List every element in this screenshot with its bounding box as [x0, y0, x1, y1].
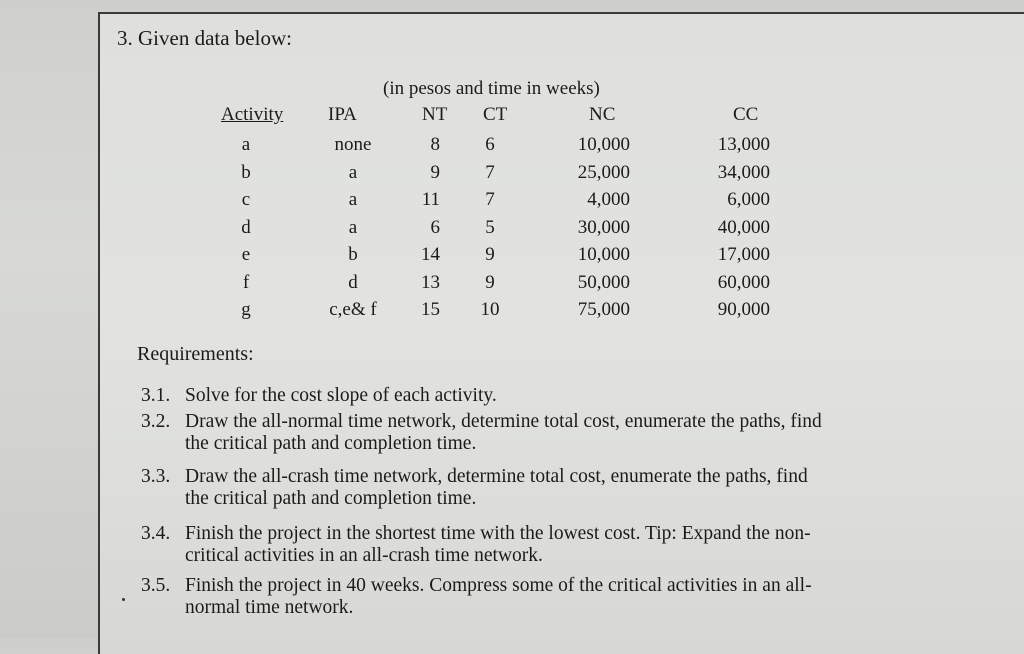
- cell-cc: 40,000: [717, 216, 770, 238]
- cell-nc: 75,000: [577, 299, 630, 320]
- requirement-item: [141, 385, 991, 407]
- requirement-text: Draw the all-normal time network, determine total cost, enumerate the paths, find: [185, 411, 822, 432]
- cell-ct: 9: [485, 271, 495, 293]
- cell-ct: 6: [485, 134, 495, 155]
- requirement-text: Draw the all-crash time network, determine total cost, enumerate the paths, find: [185, 466, 808, 487]
- cell-nt: 6: [430, 216, 440, 238]
- header-nt: NT: [422, 104, 448, 125]
- requirement-item: [141, 575, 991, 619]
- requirement-text-continued: critical activities in an all-crash time network.: [185, 545, 543, 566]
- cell-nt: 8: [430, 134, 440, 155]
- cell-ipa: c,e& f: [329, 299, 377, 320]
- requirement-number: 3.2.: [141, 411, 171, 432]
- cell-nt: 11: [421, 189, 440, 210]
- cell-ct: 7: [485, 161, 495, 183]
- cell-nt: 15: [421, 299, 440, 320]
- cell-nt: 14: [421, 244, 440, 265]
- requirement-text-continued: the critical path and completion time.: [185, 488, 477, 509]
- requirement-item: [141, 411, 991, 455]
- cell-nc: 50,000: [577, 271, 630, 293]
- requirement-item: [141, 523, 991, 567]
- cell-ipa: none: [334, 134, 372, 155]
- requirements-title: Requirements:: [137, 343, 254, 365]
- cell-cc: 90,000: [717, 299, 770, 320]
- cell-ct: 10: [480, 299, 500, 320]
- cell-activity: d: [241, 216, 251, 238]
- cell-activity: g: [241, 299, 251, 320]
- requirement-text: Finish the project in 40 weeks. Compress some of the critical activities in an all-: [185, 575, 812, 596]
- cell-activity: a: [241, 134, 251, 155]
- question-heading: 3. Given data below:: [117, 26, 292, 50]
- cell-ct: 7: [485, 189, 495, 210]
- cell-ct: 5: [485, 216, 495, 238]
- cell-activity: c: [241, 189, 251, 210]
- cell-nc: 10,000: [577, 134, 630, 155]
- cell-nc: 30,000: [577, 216, 630, 238]
- cell-ipa: a: [348, 189, 358, 210]
- header-ct: CT: [483, 104, 508, 125]
- table-caption: (in pesos and time in weeks): [383, 78, 600, 99]
- requirement-text: Solve for the cost slope of each activity.: [185, 385, 497, 406]
- cell-ipa: d: [348, 271, 358, 293]
- requirement-number: 3.3.: [141, 466, 171, 487]
- requirement-number: 3.1.: [141, 385, 171, 406]
- header-ipa: IPA: [328, 104, 357, 125]
- cell-cc: 34,000: [717, 161, 770, 183]
- cell-cc: 60,000: [717, 271, 770, 293]
- header-cc: CC: [733, 104, 759, 125]
- requirement-text: Finish the project in the shortest time with the lowest cost. Tip: Expand the non-: [185, 523, 811, 544]
- cell-ipa: a: [348, 216, 358, 238]
- cell-activity: f: [242, 271, 250, 293]
- header-nc: NC: [589, 104, 616, 125]
- cell-ct: 9: [485, 244, 495, 265]
- cell-ipa: b: [348, 244, 358, 265]
- cell-cc: 17,000: [717, 244, 770, 265]
- requirement-number: 3.5.: [141, 575, 171, 596]
- requirement-item: [141, 466, 991, 510]
- cell-cc: 6,000: [727, 189, 770, 210]
- cell-ipa: a: [348, 161, 358, 183]
- cell-nt: 9: [430, 161, 440, 183]
- cell-nc: 10,000: [577, 244, 630, 265]
- requirement-text-continued: the critical path and completion time.: [185, 433, 477, 454]
- requirement-number: 3.4.: [141, 523, 171, 544]
- cell-nt: 13: [421, 271, 440, 293]
- cell-activity: b: [241, 161, 251, 183]
- cell-nc: 4,000: [587, 189, 630, 210]
- header-activity: Activity: [221, 104, 284, 125]
- cell-cc: 13,000: [717, 134, 770, 155]
- requirement-text-continued: normal time network.: [185, 597, 354, 618]
- cell-activity: e: [241, 244, 251, 265]
- cell-nc: 25,000: [577, 161, 630, 183]
- stray-mark: [122, 598, 125, 601]
